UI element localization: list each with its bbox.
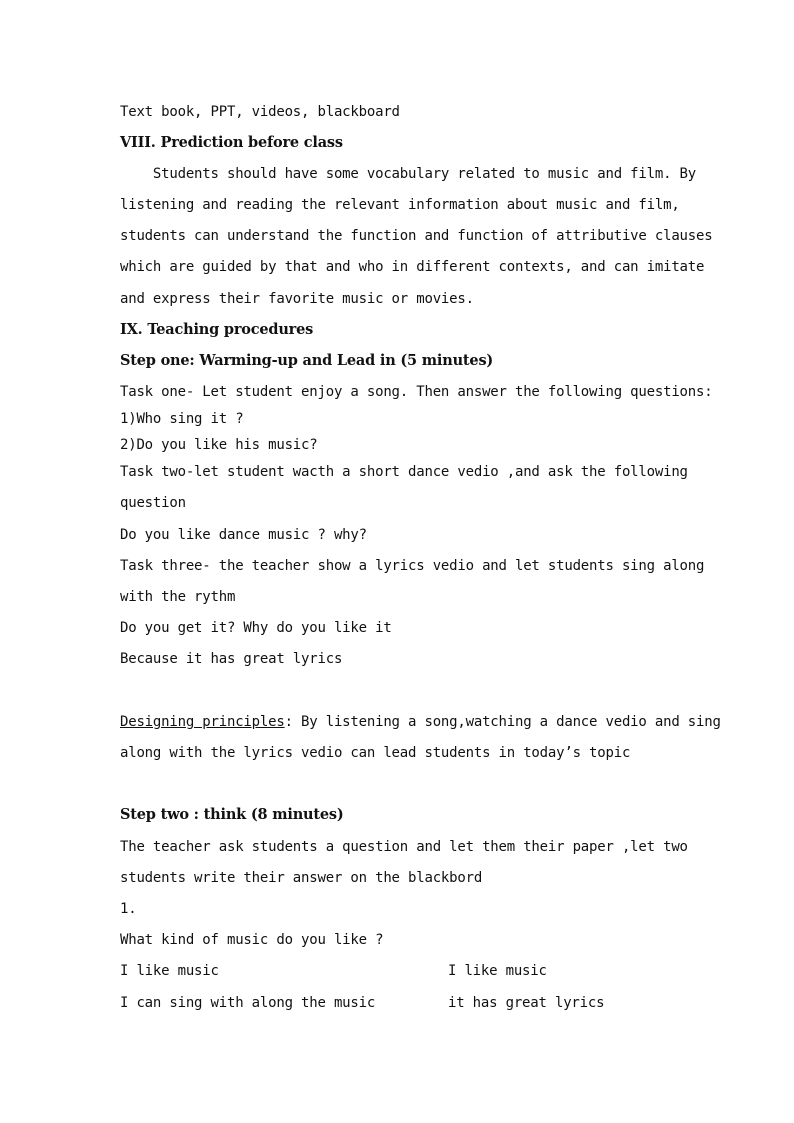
paragraph-line: listening and reading the relevant information about music and film,: [120, 197, 680, 213]
list-number: 1.: [120, 901, 137, 917]
task-two-line: question: [120, 495, 186, 511]
paragraph-line: and express their favorite music or movies.: [120, 291, 474, 307]
paragraph-line: along with the lyrics vedio can lead students in today’s topic: [120, 745, 631, 761]
task-two-line: Task two-let student wacth a short dance vedio ,and ask the following: [120, 464, 688, 480]
designing-principles-text: : By listening a song,watching a dance vedio and sing: [284, 714, 721, 730]
answer-right: it has great lyrics: [448, 995, 605, 1011]
answer-line: Because it has great lyrics: [120, 651, 343, 667]
question-line: What kind of music do you like ?: [120, 932, 384, 948]
question-line: 2)Do you like his music?: [120, 437, 318, 453]
task-one-line: Task one- Let student enjoy a song. Then answer the following questions:: [120, 384, 713, 400]
section-heading-procedures: IX. Teaching procedures: [120, 321, 314, 338]
paragraph-line: which are guided by that and who in different contexts, and can imitate: [120, 259, 705, 275]
paragraph-line: Students should have some vocabulary related to music and film. By: [120, 166, 697, 182]
question-line: 1)Who sing it ?: [120, 411, 244, 427]
question-line: Do you get it? Why do you like it: [120, 620, 392, 636]
designing-principles-label: Designing principles: [120, 714, 285, 730]
task-three-line: Task three- the teacher show a lyrics vedio and let students sing along: [120, 558, 705, 574]
paragraph-line: The teacher ask students a question and let them their paper ,let two: [120, 839, 688, 855]
step-two-heading: Step two : think (8 minutes): [120, 806, 344, 823]
designing-principles-line: [120, 713, 721, 731]
paragraph-line: students can understand the function and function of attributive clauses: [120, 228, 713, 244]
answer-right: I like music: [448, 963, 547, 979]
materials-line: Text book, PPT, videos, blackboard: [120, 104, 400, 120]
task-three-line: with the rythm: [120, 589, 236, 605]
paragraph-line: students write their answer on the blackbord: [120, 870, 483, 886]
answer-left: I can sing with along the music: [120, 995, 376, 1011]
step-one-heading: Step one: Warming-up and Lead in (5 minutes): [120, 352, 494, 369]
answer-left: I like music: [120, 963, 219, 979]
section-heading-prediction: VIII. Prediction before class: [120, 134, 343, 151]
question-line: Do you like dance music ? why?: [120, 527, 367, 543]
